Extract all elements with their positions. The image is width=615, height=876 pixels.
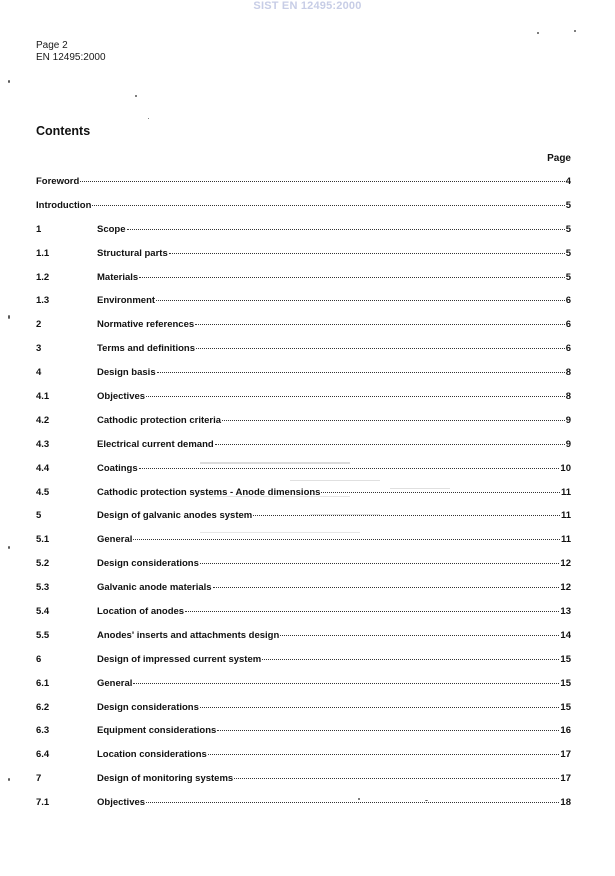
toc-dot-leader xyxy=(195,324,565,325)
toc-dot-leader xyxy=(208,754,560,755)
toc-entry-page: 13 xyxy=(560,606,571,618)
toc-entry-title: Galvanic anode materials xyxy=(97,582,212,594)
toc-entry[interactable] xyxy=(36,558,571,582)
scan-speck xyxy=(358,798,360,800)
toc-entry-number: 6.1 xyxy=(36,677,50,689)
toc-entry-title: Foreword xyxy=(36,176,80,187)
toc-entry-number: 1.1 xyxy=(36,247,50,259)
toc-entry-page: 11 xyxy=(560,510,571,522)
toc-entry-page: 5 xyxy=(565,271,571,283)
toc-entry-number: 1 xyxy=(36,223,42,235)
toc-entry[interactable] xyxy=(36,176,571,200)
toc-entry-page: 17 xyxy=(560,749,571,761)
toc-entry-title: Design considerations xyxy=(97,558,199,570)
toc-dot-leader xyxy=(234,778,559,779)
toc-entry[interactable] xyxy=(36,702,571,726)
toc-entry-number: 7 xyxy=(36,773,42,785)
toc-entry-number: 6 xyxy=(36,653,42,665)
toc-entry-page: 18 xyxy=(560,797,571,809)
toc-entry-title: Design of impressed current system xyxy=(97,653,262,665)
toc-entry-page: 8 xyxy=(565,391,571,403)
toc-entry-number: 4.3 xyxy=(36,438,50,450)
toc-dot-leader xyxy=(146,802,559,803)
toc-entry-title: Structural parts xyxy=(97,247,168,259)
toc-entry-page: 14 xyxy=(560,629,571,641)
toc-entry-page: 5 xyxy=(565,199,571,211)
toc-entry-page: 12 xyxy=(560,582,571,594)
toc-entry-title: General xyxy=(97,534,133,546)
toc-entry-title: Environment xyxy=(97,295,156,307)
toc-entry-number: 5 xyxy=(36,510,42,522)
toc-entry-page: 6 xyxy=(565,295,571,307)
toc-entry-number: 4 xyxy=(36,367,42,379)
toc-entry[interactable] xyxy=(36,224,571,248)
toc-entry-number: 1.3 xyxy=(36,295,50,307)
toc-entry-page: 12 xyxy=(560,558,571,570)
toc-entry-title: Design of galvanic anodes system xyxy=(97,510,253,522)
toc-dot-leader xyxy=(127,229,565,230)
toc-entry-page: 16 xyxy=(560,725,571,737)
toc-entry-number: 4.1 xyxy=(36,391,50,403)
toc-entry[interactable] xyxy=(36,773,571,797)
page-header xyxy=(36,40,106,64)
toc-entry-number: 3 xyxy=(36,343,42,355)
toc-entry-number: 5.5 xyxy=(36,629,50,641)
toc-dot-leader xyxy=(139,277,565,278)
toc-dot-leader xyxy=(157,372,565,373)
toc-entry-page: 6 xyxy=(565,319,571,331)
toc-entry-page: 15 xyxy=(560,701,571,713)
toc-entry[interactable] xyxy=(36,725,571,749)
toc-entry[interactable] xyxy=(36,272,571,296)
toc-entry[interactable] xyxy=(36,678,571,702)
toc-entry-title: Objectives xyxy=(97,391,146,403)
scan-speck xyxy=(537,32,539,34)
toc-entry-page: 5 xyxy=(565,223,571,235)
toc-entry-title: Location of anodes xyxy=(97,606,185,618)
toc-entry-page: 6 xyxy=(565,343,571,355)
toc-entry[interactable] xyxy=(36,749,571,773)
scan-speck xyxy=(425,800,428,801)
scan-speck xyxy=(8,315,10,319)
page-column-header: Page xyxy=(547,153,571,164)
faded-stamp-graphic xyxy=(180,452,500,552)
toc-entry[interactable] xyxy=(36,606,571,630)
toc-dot-leader xyxy=(169,253,565,254)
toc-dot-leader xyxy=(185,611,559,612)
toc-entry[interactable] xyxy=(36,415,571,439)
toc-entry-title: Equipment considerations xyxy=(97,725,217,737)
scan-speck xyxy=(8,80,10,83)
toc-entry-number: 4.2 xyxy=(36,414,50,426)
toc-dot-leader xyxy=(200,563,560,564)
toc-dot-leader xyxy=(196,348,565,349)
toc-entry-number: 4.4 xyxy=(36,462,50,474)
toc-entry-page: 15 xyxy=(560,677,571,689)
toc-dot-leader xyxy=(92,205,564,206)
toc-entry-number: 6.3 xyxy=(36,725,50,737)
toc-entry-page: 15 xyxy=(560,653,571,665)
toc-entry-title: Location considerations xyxy=(97,749,207,761)
standard-number: EN 12495:2000 xyxy=(36,52,106,63)
toc-entry[interactable] xyxy=(36,200,571,224)
toc-entry-page: 5 xyxy=(565,247,571,259)
toc-entry-title: Cathodic protection systems - Anode dimensions xyxy=(97,486,321,498)
scan-speck xyxy=(8,546,10,549)
toc-entry-number: 6.2 xyxy=(36,701,50,713)
faded-stamp xyxy=(180,452,500,552)
page-label: Page 2 xyxy=(36,40,68,51)
toc-entry-page: 11 xyxy=(560,486,571,498)
toc-dot-leader xyxy=(215,444,565,445)
scan-speck xyxy=(8,778,10,781)
toc-entry[interactable] xyxy=(36,248,571,272)
scan-speck xyxy=(135,95,137,97)
toc-entry-title: Design considerations xyxy=(97,701,199,713)
toc-entry-title: Objectives xyxy=(97,797,146,809)
toc-entry-title: Terms and definitions xyxy=(97,343,196,355)
toc-entry-title: General xyxy=(97,677,133,689)
toc-entry[interactable] xyxy=(36,797,571,821)
toc-entry-page: 11 xyxy=(560,534,571,546)
toc-entry-title: Cathodic protection criteria xyxy=(97,414,222,426)
toc-entry-number: 5.1 xyxy=(36,534,50,546)
toc-entry-title: Materials xyxy=(97,271,139,283)
toc-entry[interactable] xyxy=(36,295,571,319)
toc-entry-title: Design basis xyxy=(97,367,156,379)
toc-dot-leader xyxy=(222,420,565,421)
toc-entry-page: 10 xyxy=(560,462,571,474)
toc-entry-title: Anodes' inserts and attachments design xyxy=(97,629,280,641)
toc-entry[interactable] xyxy=(36,343,571,367)
toc-entry-number: 6.4 xyxy=(36,749,50,761)
contents-title: Contents xyxy=(36,124,91,138)
toc-entry-title: Scope xyxy=(97,223,126,235)
toc-entry-number: 1.2 xyxy=(36,271,50,283)
toc-entry[interactable] xyxy=(36,630,571,654)
toc-dot-leader xyxy=(217,730,559,731)
toc-entry-title: Normative references xyxy=(97,319,195,331)
toc-dot-leader xyxy=(146,396,565,397)
scan-speck xyxy=(574,30,576,32)
toc-dot-leader xyxy=(200,707,560,708)
toc-entry-title: Design of monitoring systems xyxy=(97,773,234,785)
toc-dot-leader xyxy=(80,181,564,182)
toc-entry-page: 8 xyxy=(565,367,571,379)
toc-dot-leader xyxy=(213,587,560,588)
toc-entry-number: 5.4 xyxy=(36,606,50,618)
toc-dot-leader xyxy=(133,683,559,684)
toc-entry-title: Coatings xyxy=(97,462,138,474)
toc-dot-leader xyxy=(280,635,559,636)
toc-entry[interactable] xyxy=(36,582,571,606)
toc-dot-leader xyxy=(262,659,559,660)
toc-entry-page: 9 xyxy=(565,414,571,426)
toc-entry-page: 17 xyxy=(560,773,571,785)
scan-speck xyxy=(148,118,149,119)
toc-dot-leader xyxy=(156,300,565,301)
toc-entry-title: Introduction xyxy=(36,199,92,211)
toc-entry[interactable] xyxy=(36,654,571,678)
toc-entry-number: 7.1 xyxy=(36,797,50,809)
toc-entry-number: 5.3 xyxy=(36,582,50,594)
toc-entry-page: 9 xyxy=(565,438,571,450)
toc-entry[interactable] xyxy=(36,391,571,415)
toc-entry-title: Electrical current demand xyxy=(97,438,214,450)
toc-entry-number: 4.5 xyxy=(36,486,50,498)
watermark: SIST EN 12495:2000 xyxy=(253,0,362,12)
toc-entry[interactable] xyxy=(36,367,571,391)
toc-entry-number: 2 xyxy=(36,319,42,331)
toc-entry[interactable] xyxy=(36,319,571,343)
toc-entry-page: 4 xyxy=(565,176,571,187)
toc-entry-number: 5.2 xyxy=(36,558,50,570)
